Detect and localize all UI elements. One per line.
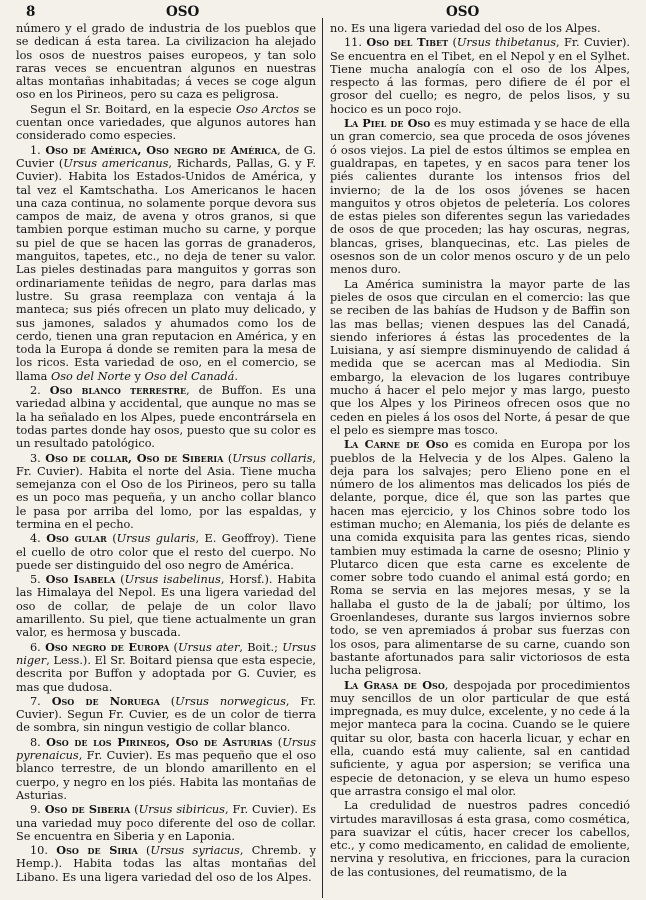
variety-entry: 5. Oso Isabela (Ursus isabelinus, Horsf.). Habita las Himalaya del Nepol. Es una ligera variedad del oso de collar, de pelaje de un color llavo amarillento. Su piel, que tiene actualmente un gran valor, es hermosa y buscada. <box>16 572 316 640</box>
column-divider <box>322 18 323 898</box>
running-head-right: OSO <box>446 4 480 20</box>
paragraph: no. Es una ligera variedad del oso de los Alpes. <box>330 22 601 35</box>
variety-entry: 9. Oso de Siberia (Ursus sibiricus, Fr. Cuvier). Es una variedad muy poco diferente del oso de collar. Se encuentra en Siberia y en Laponia. <box>16 802 316 843</box>
right-column <box>330 22 630 880</box>
variety-entry: 7. Oso de Noruega (Ursus norwegicus, Fr. Cuvier). Segun Fr. Cuvier, es de un color de tierra de sombra, sin ningun vestigio de collar blanco. <box>16 693 316 735</box>
paragraph: La credulidad de nuestros padres concedió virtudes maravillosas á esta grasa, como cosmética, para suavizar el cútis, hacer crecer los cabellos, etc., y como medicamento, en calidad de emoliente, nervina y resolutiva, en fricciones, para la curacion de las contusiones, del reumatismo, de la <box>330 799 630 879</box>
paragraph: La Grasa de Oso, despojada por procedimientos muy sencillos de un olor particular de que está impregnada, es muy dulce, excelente, y no cede á la mejor manteca para la cocina. Cuando se le quiere quitar su olor, basta con hacerla licuar, y echar en ella, cuando está muy caliente, sal en cantidad suficiente, y agua por aspersion; se verifica una especie de detonacion, y se eleva un humo espeso que arrastra consigo el mal olor. <box>330 677 630 798</box>
variety-entry: 3. Oso de collar, Oso de Siberia (Ursus collaris, Fr. Cuvier). Habita el norte del Asia. Tiene mucha semejanza con el Oso de los Pirineos, pero su talla es un poco mas pequeña, y un ancho collar blanco le pasa por arriba del lomo, por las espaldas, y termina en el pecho. <box>16 450 316 531</box>
paragraph: La América suministra la mayor parte de las pieles de osos que circulan en el comercio: las que se reciben de las bahías de Hudson y de Baffin son las mas bellas; vienen despues las del Canadá, siendo inferiores á éstas las procedentes de la Luisiana, y así siempre disminuyendo de calidad á medida que se acercan mas al Mediodia. Sin embargo, la elevacion de los lugares contribuye mucho á hacer el pelo mejor y mas largo, puesto que los Alpes y los Pirineos ofrecen osos que no ceden en pieles á los osos del Norte, á pesar de que el pelo es siempre mas tosco. <box>330 277 630 437</box>
variety-entry: 1. Oso de América, Oso negro de América, de G. Cuvier (Ursus americanus, Richards, Pallas, G. y F. Cuvier). Habita los Estados-Unidos de América, y tal vez el Kamtschatha. Los Americanos le hacen una caza continua, no solamente porque devora sus campos de maiz, de avena y otros granos, si que tambien porque estiman mucho su carne, y porque su piel de que se hacen las gorras de granaderos, manguitos, tapetes, etc., no deja de tener su valor. Las pieles destinadas para manguitos y gorras son ordinariamente teñidas de negro, para darlas mas lustre. Su grasa reemplaza con ventaja á la manteca; sus piés ofrecen un plato muy delicado, y sus jamones, salados y ahumados como los de cerdo, tienen una gran reputacion en América, y en toda la Europa á donde se remiten para la mesa de los ricos. Esta variedad de oso, en el comercio, se llama Oso del Norte y Oso del Canadá. <box>16 142 316 383</box>
paragraph: Segun el Sr. Boitard, en la especie Oso Arctos se cuentan once variedades, que algunos autores han considerado como especies. <box>16 102 316 143</box>
variety-entry: 4. Oso gular (Ursus gularis, E. Geoffroy). Tiene el cuello de otro color que el resto del cuerpo. No puede ser distinguido del oso negro de América. <box>16 531 317 572</box>
variety-entry: 10. Oso de Siria (Ursus syriacus, Chremb. y Hemp.). Habita todas las altas montañas del Libano. Es una ligera variedad del oso de los Alpes. <box>16 843 316 884</box>
variety-entry: 11. Oso del Tibet (Ursus thibetanus, Fr. Cuvier). Se encuentra en el Tibet, en el Nepol y en el Sylhet. Tiene mucha analogía con el oso de los Alpes, respecto á las formas, pero difiere de él por el grosor del cuello; es negro, de pelos lisos, y su hocico es un poco rojo. <box>330 35 631 116</box>
variety-entry: 8. Oso de los Pirineos, Oso de Asturias (Ursus pyrenaicus, Fr. Cuvier). Es mas pequeño que el oso blanco terrestre, de un blondo amarillento en el cuerpo, y negro en los piés. Habita las montañas de Asturias. <box>16 734 317 802</box>
variety-entry: 6. Oso negro de Europa (Ursus ater, Boit.; Ursus niger, Less.). El Sr. Boitard piensa que esta especie, descrita por Buffon y adoptada por G. Cuvier, es mas que dudosa. <box>16 639 316 694</box>
page-number: 8 <box>26 4 36 20</box>
left-column <box>16 22 316 885</box>
variety-entry: 2. Oso blanco terrestre, de Buffon. Es una variedad albina y accidental, que aunque no mas se la ha señalado en los Alpes, puede encontrársela en todas partes donde hay osos, puesto que su color es un resultado patológico. <box>16 383 316 451</box>
paragraph: La Carne de Oso es comida en Europa por los pueblos de la Helvecia y de los Alpes. Galeno la deja para los salvajes; pero Elieno pone en el número de los alimentos mas delicados los piés de delante, porque, dice él, que son las partes que hacen mas ejercicio, y los Chinos sobre todo los estiman mucho; en Alemania, los piés de delante es una comida exquisita para las gentes ricas, siendo tambien muy estimada la carne de osesno; Plinio y Plutarco dicen que esta carne es excelente de comer sobre todo cuando el animal está gordo; en Roma se servia en las mejores mesas, y se la hallaba el gusto de la de jabalí; por último, los Groenlandeses, durante sus largos inviernos sobre todo, se ven apremiados á probar sus fuerzas con los osos, para alimentarse de su carne, cuando son bastante afortunados para salir victoriosos de esta lucha peligrosa. <box>330 437 631 678</box>
paragraph: La Piel de Oso es muy estimada y se hace de ella un gran comercio, sea que proceda de osos jóvenes ó osos viejos. La piel de estos últimos se emplea en gualdrapas, en tapetes, y en sacos para tener los piés calientes durante los intensos frios del invierno; de la de los osos jóvenes se hacen manguitos y otros objetos de peletería. Los colores de estas pieles son diferentes segun las variedades de osos de que proceden; las hay oscuras, negras, blancas, grises, blanquecinas, etc. Las pieles de osesnos son de un color menos oscuro y de un pelo menos duro. <box>330 116 630 277</box>
running-head-left: OSO <box>166 4 200 20</box>
paragraph: número y el grado de industria de los pueblos que se dedican á esta tarea. La civilizacion ha alejado los osos de nuestros paises europeos, y tan solo raras veces se encuentran algunos en nuestras altas montañas inhabitadas; á veces se coge algun oso en los Pirineos, pero su caza es peligrosa. <box>16 22 316 102</box>
